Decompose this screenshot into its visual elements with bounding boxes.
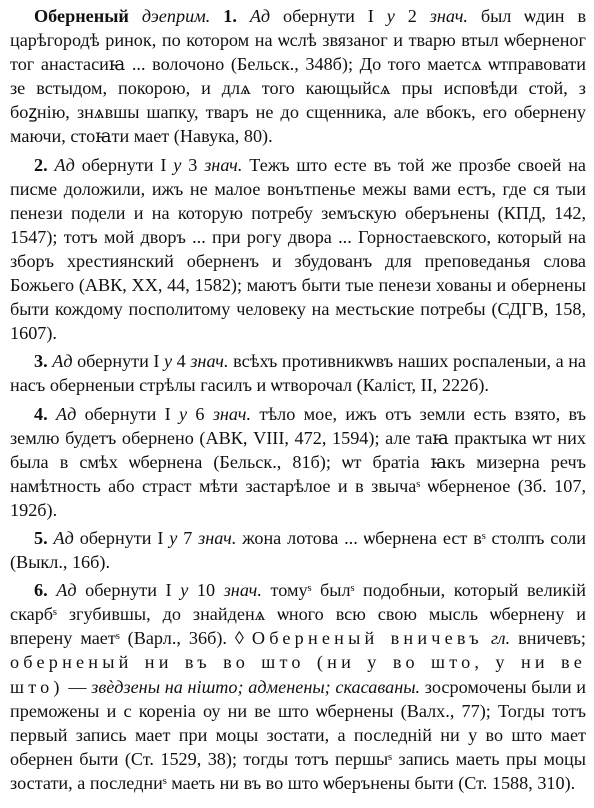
italic-text: Ад — [53, 527, 74, 548]
entry-text — [48, 580, 57, 600]
italic-text: знач. — [223, 580, 262, 601]
italic-text: Ад — [52, 351, 73, 372]
italic-text: Ад — [54, 154, 75, 175]
italic-text: звѐдзены на нішто; адменены; скасаваны. — [91, 676, 421, 697]
entry-text: обернути I — [76, 580, 181, 601]
italic-text: у — [386, 6, 395, 26]
dictionary-entry — [10, 4, 586, 149]
entry-text — [48, 155, 55, 175]
entry-text: жона лотова ... ѡбернена ест вˢ столпъ соли (Выкл., 16б). — [10, 527, 586, 573]
entry-text: всѣхъ противникѡвъ наших роспаленыи, а на насъ оберненыи стрѣлы гасилъ и ѡтворочал (Калiст, II, 222б). — [10, 351, 587, 396]
bold-text: 3. — [34, 351, 48, 372]
bold-text: 2. — [34, 154, 48, 175]
entry-text: обернути I — [270, 6, 387, 26]
entry-text — [237, 6, 250, 26]
entry-text: зосромочены были и преможены и с кореніа оу ни ве што ѡбернены (Валх., 77); Тогды тотъ первый запись мает при моцы зостати, а последнiй ни у во што мает обернен быти (Ст. 1529, 38); тогды тотъ першыˢ запись маеть пры моцы зостати, а последниˢ маеть ни въ во што ѡберънены быти (Ст. 1588, 310). — [10, 676, 587, 793]
italic-text: Ад — [56, 580, 77, 601]
entry-text — [48, 404, 56, 424]
entry-text: обернути I — [74, 154, 174, 175]
entry-text: томуˢ былˢ подобныи, который великiй скарбˢ згубившы, до знайденѧ ѡного всю свою мысль ѡбернену и вперену маетˢ (Варл., 36б). ◊ — [10, 580, 587, 649]
italic-text: у — [173, 154, 182, 175]
italic-text: Ад — [55, 403, 77, 424]
entry-text: 3 — [181, 154, 205, 175]
italic-text: дэеприм. — [141, 6, 211, 26]
entry-text: обернути I — [76, 403, 180, 424]
entry-text: обернути I — [73, 527, 170, 548]
italic-text: гл. — [490, 628, 511, 649]
entry-text — [129, 6, 142, 26]
dictionary-entry — [10, 526, 586, 574]
entry-text: вничевъ; — [510, 628, 586, 649]
italic-text: знач. — [190, 351, 229, 372]
entry-text: обернути I — [72, 351, 165, 372]
italic-text: Ад — [249, 6, 271, 26]
bold-text: 1. — [223, 6, 237, 26]
entry-text: тѣло мое, ижъ отъ земли есть взято, въ землю будетъ обернено (АВК, VIII, 472, 1594); але таꙗ практыка ѡт них была в смѣх ѡбернена (Бельск., 81б); ѡт братiа ꙗкъ мизерна речъ намѣтность або страст мѣти застарѣлое и в звычаˢ ѡберненое (Зб. 107, 192б). — [10, 403, 587, 520]
italic-text: знач. — [198, 527, 237, 548]
bold-text: 4. — [34, 403, 48, 424]
spaced-headword: оберненый ни въ во што (ни у во што, у ни ве што) — [10, 652, 586, 697]
italic-text: знач. — [204, 154, 243, 175]
entry-text: 7 — [177, 527, 199, 548]
bold-text: 5. — [34, 527, 48, 548]
italic-text: у — [180, 580, 189, 601]
dictionary-entry — [10, 578, 586, 795]
italic-text: знач. — [212, 403, 252, 424]
entry-text: 10 — [188, 580, 224, 601]
dictionary-entry — [10, 153, 586, 346]
spaced-headword: Оберненый вничевъ — [251, 628, 483, 649]
dictionary-entry — [10, 402, 586, 522]
entry-text — [483, 628, 491, 648]
bold-text: 6. — [34, 580, 48, 601]
entry-text: — — [63, 676, 92, 697]
italic-text: у — [164, 351, 173, 372]
italic-text: у — [179, 403, 188, 424]
italic-text: знач. — [429, 6, 468, 26]
bold-text: Оберненый — [34, 6, 129, 26]
entry-text: 4 — [172, 351, 191, 372]
entry-text: 2 — [394, 6, 430, 26]
entry-text — [210, 6, 223, 26]
italic-text: у — [169, 527, 178, 548]
entry-text: был ѡдин в царѣгородѣ ринок, по котором на ѡслѣ звязаног и тварю втыл ѡберненог тог анастасиꙗ ... волочоно (Бельск., 348б); До того маетсѧ ѡтправовати зе встыдом, покорою, и длѧ того кающыйсѧ пры исповѣди стой, з боꙁнiю, знѧвшы шапку, тваръ не до сщенника, але вбокъ, его обернену маючи, стоꙗти мает (Навука, 80). — [10, 6, 587, 147]
entry-text: 6 — [187, 403, 213, 424]
dictionary-entry — [10, 349, 586, 397]
entry-text: Тежъ што есте въ той же прозбе своей на писме доложили, ижъ не малое вонътпенье межы вами естъ, где ся тыи пенези подели и на которую потребу земъскую оберънены (КПД, 142, 1547); тотъ мой дворъ ... при рогу двора ... Горностаевского, который на зборъ хрестиянский оберненъ и збудованъ для преповеданья слова Божьего (АВК, XX, 44, 1582); маютъ быти тые пенези хованы и обернены быти кождому посполитому человеку на местьские потребы (СДГВ, 158, 1607). — [10, 154, 587, 344]
